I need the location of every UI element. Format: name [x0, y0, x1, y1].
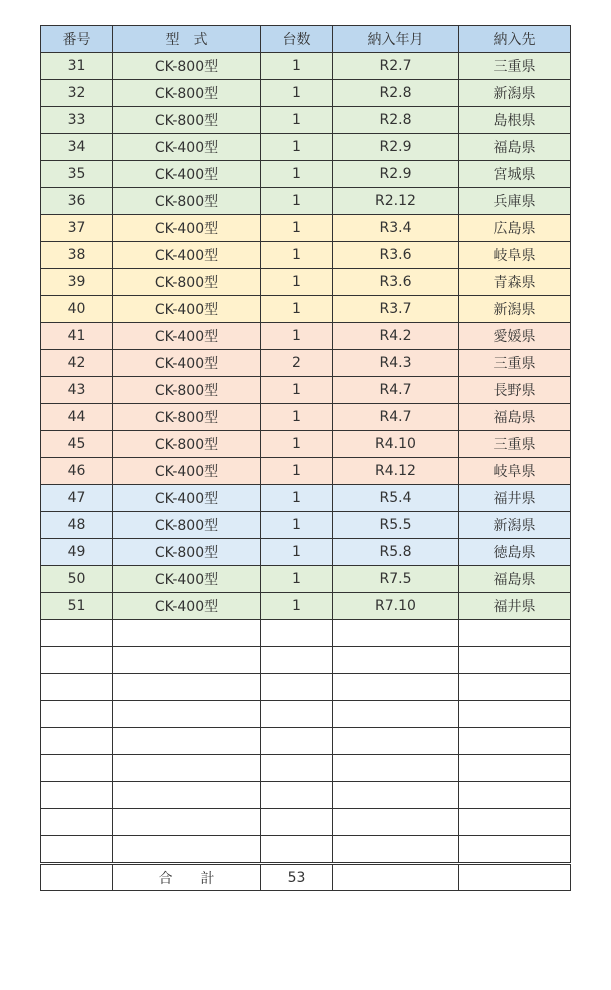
cell-number: 45 [41, 431, 113, 458]
table-row [41, 377, 571, 404]
table-row [41, 485, 571, 512]
empty-cell [41, 728, 113, 755]
cell-number: 39 [41, 269, 113, 296]
cell-destination: 岐阜県 [459, 242, 571, 269]
empty-row [41, 728, 571, 755]
cell-number: 47 [41, 485, 113, 512]
header-delivery-date: 納入年月 [333, 26, 459, 53]
cell-destination: 長野県 [459, 377, 571, 404]
table-row [41, 404, 571, 431]
total-empty-cell [333, 864, 459, 891]
cell-model: CK-400型 [113, 323, 261, 350]
cell-quantity: 1 [261, 107, 333, 134]
table-row [41, 134, 571, 161]
cell-model: CK-800型 [113, 539, 261, 566]
header-row [41, 26, 571, 53]
total-value: 53 [261, 864, 333, 891]
empty-row [41, 809, 571, 836]
cell-model: CK-800型 [113, 107, 261, 134]
cell-number: 49 [41, 539, 113, 566]
empty-cell [333, 728, 459, 755]
table-row [41, 296, 571, 323]
cell-quantity: 1 [261, 242, 333, 269]
empty-cell [459, 782, 571, 809]
cell-delivery-date: R7.5 [333, 566, 459, 593]
cell-delivery-date: R2.8 [333, 107, 459, 134]
cell-destination: 三重県 [459, 53, 571, 80]
table-row [41, 53, 571, 80]
table-row [41, 188, 571, 215]
empty-cell [41, 620, 113, 647]
cell-model: CK-400型 [113, 485, 261, 512]
cell-number: 36 [41, 188, 113, 215]
cell-destination: 愛媛県 [459, 323, 571, 350]
cell-model: CK-800型 [113, 269, 261, 296]
empty-row [41, 836, 571, 864]
empty-cell [41, 809, 113, 836]
cell-delivery-date: R2.8 [333, 80, 459, 107]
cell-destination: 新潟県 [459, 296, 571, 323]
empty-cell [113, 755, 261, 782]
empty-cell [459, 809, 571, 836]
empty-cell [113, 674, 261, 701]
empty-cell [113, 836, 261, 864]
cell-destination: 青森県 [459, 269, 571, 296]
cell-model: CK-400型 [113, 242, 261, 269]
cell-delivery-date: R4.7 [333, 377, 459, 404]
empty-cell [333, 674, 459, 701]
cell-quantity: 1 [261, 80, 333, 107]
table-row [41, 512, 571, 539]
table-row [41, 566, 571, 593]
header-destination: 納入先 [459, 26, 571, 53]
empty-cell [333, 782, 459, 809]
cell-delivery-date: R5.5 [333, 512, 459, 539]
cell-delivery-date: R3.6 [333, 242, 459, 269]
cell-number: 43 [41, 377, 113, 404]
cell-delivery-date: R4.12 [333, 458, 459, 485]
cell-destination: 福島県 [459, 566, 571, 593]
header-number: 番号 [41, 26, 113, 53]
empty-cell [459, 755, 571, 782]
cell-model: CK-400型 [113, 296, 261, 323]
cell-delivery-date: R4.2 [333, 323, 459, 350]
table-row [41, 593, 571, 620]
empty-cell [459, 728, 571, 755]
cell-quantity: 1 [261, 188, 333, 215]
cell-quantity: 1 [261, 485, 333, 512]
cell-model: CK-400型 [113, 593, 261, 620]
cell-destination: 新潟県 [459, 512, 571, 539]
empty-cell [261, 809, 333, 836]
cell-quantity: 1 [261, 134, 333, 161]
empty-cell [41, 782, 113, 809]
empty-cell [333, 836, 459, 864]
table-row [41, 107, 571, 134]
empty-cell [261, 728, 333, 755]
empty-cell [113, 782, 261, 809]
cell-delivery-date: R2.12 [333, 188, 459, 215]
cell-quantity: 1 [261, 512, 333, 539]
empty-row [41, 620, 571, 647]
cell-delivery-date: R4.3 [333, 350, 459, 377]
cell-delivery-date: R4.10 [333, 431, 459, 458]
cell-quantity: 1 [261, 539, 333, 566]
cell-model: CK-400型 [113, 350, 261, 377]
cell-model: CK-400型 [113, 134, 261, 161]
cell-model: CK-400型 [113, 161, 261, 188]
cell-destination: 島根県 [459, 107, 571, 134]
empty-cell [261, 647, 333, 674]
cell-delivery-date: R4.7 [333, 404, 459, 431]
empty-cell [261, 782, 333, 809]
cell-quantity: 1 [261, 323, 333, 350]
empty-cell [41, 701, 113, 728]
cell-number: 42 [41, 350, 113, 377]
cell-delivery-date: R2.7 [333, 53, 459, 80]
empty-cell [333, 701, 459, 728]
cell-delivery-date: R7.10 [333, 593, 459, 620]
cell-model: CK-800型 [113, 377, 261, 404]
cell-number: 50 [41, 566, 113, 593]
cell-number: 41 [41, 323, 113, 350]
cell-model: CK-400型 [113, 215, 261, 242]
cell-quantity: 1 [261, 215, 333, 242]
cell-destination: 徳島県 [459, 539, 571, 566]
cell-number: 35 [41, 161, 113, 188]
cell-destination: 福井県 [459, 593, 571, 620]
empty-cell [113, 647, 261, 674]
empty-cell [333, 620, 459, 647]
cell-number: 44 [41, 404, 113, 431]
table-row [41, 458, 571, 485]
cell-quantity: 1 [261, 269, 333, 296]
cell-delivery-date: R3.4 [333, 215, 459, 242]
cell-number: 38 [41, 242, 113, 269]
empty-cell [41, 647, 113, 674]
cell-destination: 宮城県 [459, 161, 571, 188]
cell-number: 33 [41, 107, 113, 134]
cell-destination: 福島県 [459, 134, 571, 161]
total-row [41, 864, 571, 891]
header-model: 型 式 [113, 26, 261, 53]
cell-quantity: 2 [261, 350, 333, 377]
cell-number: 40 [41, 296, 113, 323]
empty-cell [41, 836, 113, 864]
cell-number: 34 [41, 134, 113, 161]
cell-number: 31 [41, 53, 113, 80]
cell-delivery-date: R3.6 [333, 269, 459, 296]
empty-row [41, 782, 571, 809]
cell-number: 51 [41, 593, 113, 620]
table-row [41, 215, 571, 242]
empty-cell [41, 755, 113, 782]
empty-cell [459, 701, 571, 728]
empty-cell [113, 620, 261, 647]
cell-destination: 福島県 [459, 404, 571, 431]
cell-delivery-date: R5.4 [333, 485, 459, 512]
cell-destination: 新潟県 [459, 80, 571, 107]
cell-destination: 福井県 [459, 485, 571, 512]
cell-model: CK-800型 [113, 80, 261, 107]
table-row [41, 350, 571, 377]
table-row [41, 242, 571, 269]
header-quantity: 台数 [261, 26, 333, 53]
table-body [41, 53, 571, 864]
cell-destination: 兵庫県 [459, 188, 571, 215]
cell-quantity: 1 [261, 377, 333, 404]
empty-cell [113, 728, 261, 755]
empty-cell [333, 755, 459, 782]
cell-model: CK-800型 [113, 188, 261, 215]
empty-cell [459, 674, 571, 701]
total-empty-cell [459, 864, 571, 891]
empty-cell [113, 701, 261, 728]
cell-quantity: 1 [261, 161, 333, 188]
cell-delivery-date: R3.7 [333, 296, 459, 323]
empty-cell [261, 755, 333, 782]
table-row [41, 269, 571, 296]
empty-cell [459, 647, 571, 674]
empty-cell [41, 674, 113, 701]
table-row [41, 80, 571, 107]
cell-number: 37 [41, 215, 113, 242]
cell-number: 46 [41, 458, 113, 485]
empty-row [41, 647, 571, 674]
cell-model: CK-400型 [113, 458, 261, 485]
delivery-table [40, 25, 571, 891]
cell-number: 48 [41, 512, 113, 539]
cell-model: CK-800型 [113, 512, 261, 539]
cell-quantity: 1 [261, 431, 333, 458]
empty-cell [261, 674, 333, 701]
total-empty-cell [41, 864, 113, 891]
cell-quantity: 1 [261, 458, 333, 485]
table-row [41, 539, 571, 566]
cell-destination: 岐阜県 [459, 458, 571, 485]
empty-row [41, 755, 571, 782]
cell-model: CK-800型 [113, 404, 261, 431]
table-row [41, 431, 571, 458]
empty-cell [261, 620, 333, 647]
cell-destination: 三重県 [459, 431, 571, 458]
cell-number: 32 [41, 80, 113, 107]
empty-row [41, 674, 571, 701]
cell-delivery-date: R2.9 [333, 134, 459, 161]
table-row [41, 323, 571, 350]
cell-delivery-date: R2.9 [333, 161, 459, 188]
empty-cell [333, 809, 459, 836]
cell-delivery-date: R5.8 [333, 539, 459, 566]
empty-cell [333, 647, 459, 674]
table-row [41, 161, 571, 188]
empty-cell [261, 836, 333, 864]
total-label: 合 計 [113, 864, 261, 891]
cell-destination: 三重県 [459, 350, 571, 377]
empty-cell [459, 836, 571, 864]
cell-quantity: 1 [261, 404, 333, 431]
cell-model: CK-800型 [113, 53, 261, 80]
empty-row [41, 701, 571, 728]
cell-destination: 広島県 [459, 215, 571, 242]
cell-quantity: 1 [261, 296, 333, 323]
empty-cell [113, 809, 261, 836]
cell-quantity: 1 [261, 593, 333, 620]
cell-model: CK-400型 [113, 566, 261, 593]
empty-cell [459, 620, 571, 647]
cell-quantity: 1 [261, 53, 333, 80]
cell-quantity: 1 [261, 566, 333, 593]
empty-cell [261, 701, 333, 728]
cell-model: CK-800型 [113, 431, 261, 458]
